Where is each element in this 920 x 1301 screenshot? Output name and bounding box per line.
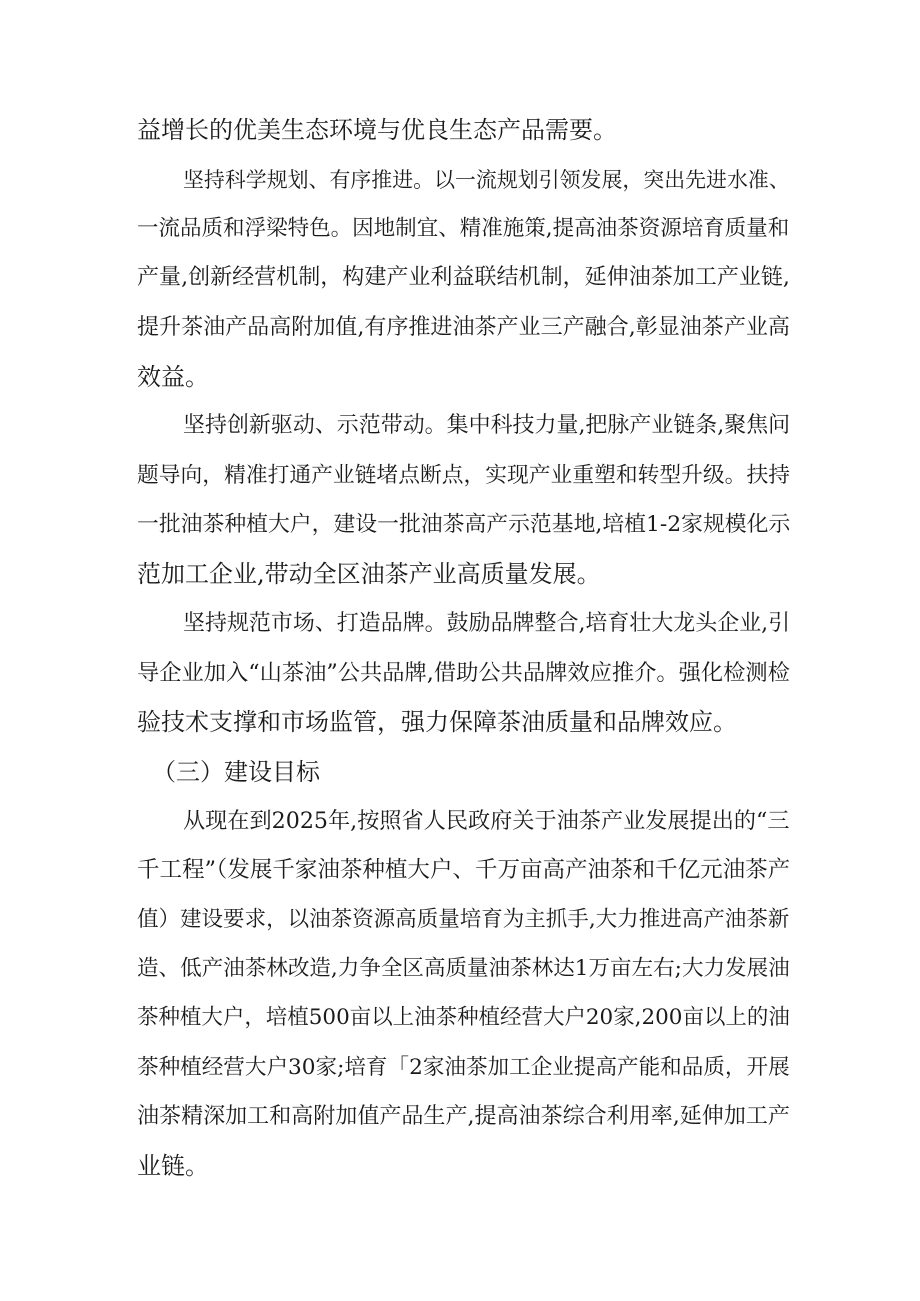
text-line: 造、低产油茶林改造,力争全区高质量油茶林达1万亩左右;大力发展油	[137, 956, 790, 981]
text-line: 验技术支撑和市场监管，强力保障茶油质量和品牌效应。	[137, 708, 737, 736]
text-line: 产量,创新经营机制，构建产业利益联结机制，延伸油茶加工产业链,	[137, 265, 790, 290]
text-line: 茶种植经营大户30家;培育「2家油茶加工企业提高产能和品质，开展	[137, 1055, 790, 1080]
text-line: 茶种植大户，培植500亩以上油茶种植经营大户20家,200亩以上的油	[137, 1005, 790, 1030]
text-line: 坚持科学规划、有序推进。以一流规划引领发展，突出先进水准、	[183, 168, 790, 192]
text-line: 坚持创新驱动、示范带动。集中科技力量,把脉产业链条,聚焦问	[183, 413, 791, 438]
text-line: 油茶精深加工和高附加值产品生产,提高油茶综合利用率,延伸加工产	[137, 1104, 790, 1129]
text-line: 坚持规范市场、打造品牌。鼓励品牌整合,培育壮大龙头企业,引	[183, 611, 791, 636]
text-line: 一流品质和浮梁特色。因地制宜、精准施策,提高油茶资源培育质量和	[137, 216, 790, 241]
text-line: 业链。	[137, 1152, 209, 1180]
text-line: 提升茶油产品高附加值,有序推进油茶产业三产融合,彰显油茶产业高	[137, 315, 790, 340]
text-line: 千工程”（发展千家油茶种植大户、千万亩高产油茶和千亿元油茶产	[137, 857, 791, 883]
text-line: 一批油茶种植大户，建设一批油茶高产示范基地,培植1-2家规模化示	[137, 512, 791, 537]
text-line: 范加工企业,带动全区油茶产业高质量发展。	[137, 560, 601, 588]
text-line: 效益。	[137, 363, 209, 391]
section-heading: （三）建设目标	[152, 758, 320, 786]
text-line: 益增长的优美生态环境与优良生态产品需要。	[137, 116, 617, 144]
text-line: 题导向，精准打通产业链堵点断点，实现产业重塑和转型升级。扶持	[137, 463, 790, 488]
text-line: 导企业加入“山茶油”公共品牌,借助公共品牌效应推介。强化检测检	[137, 660, 790, 686]
text-line: 从现在到2025年,按照省人民政府关于油茶产业发展提出的“三	[183, 808, 790, 834]
text-line: 值）建设要求，以油茶资源高质量培育为主抓手,大力推进高产油茶新	[137, 907, 790, 932]
